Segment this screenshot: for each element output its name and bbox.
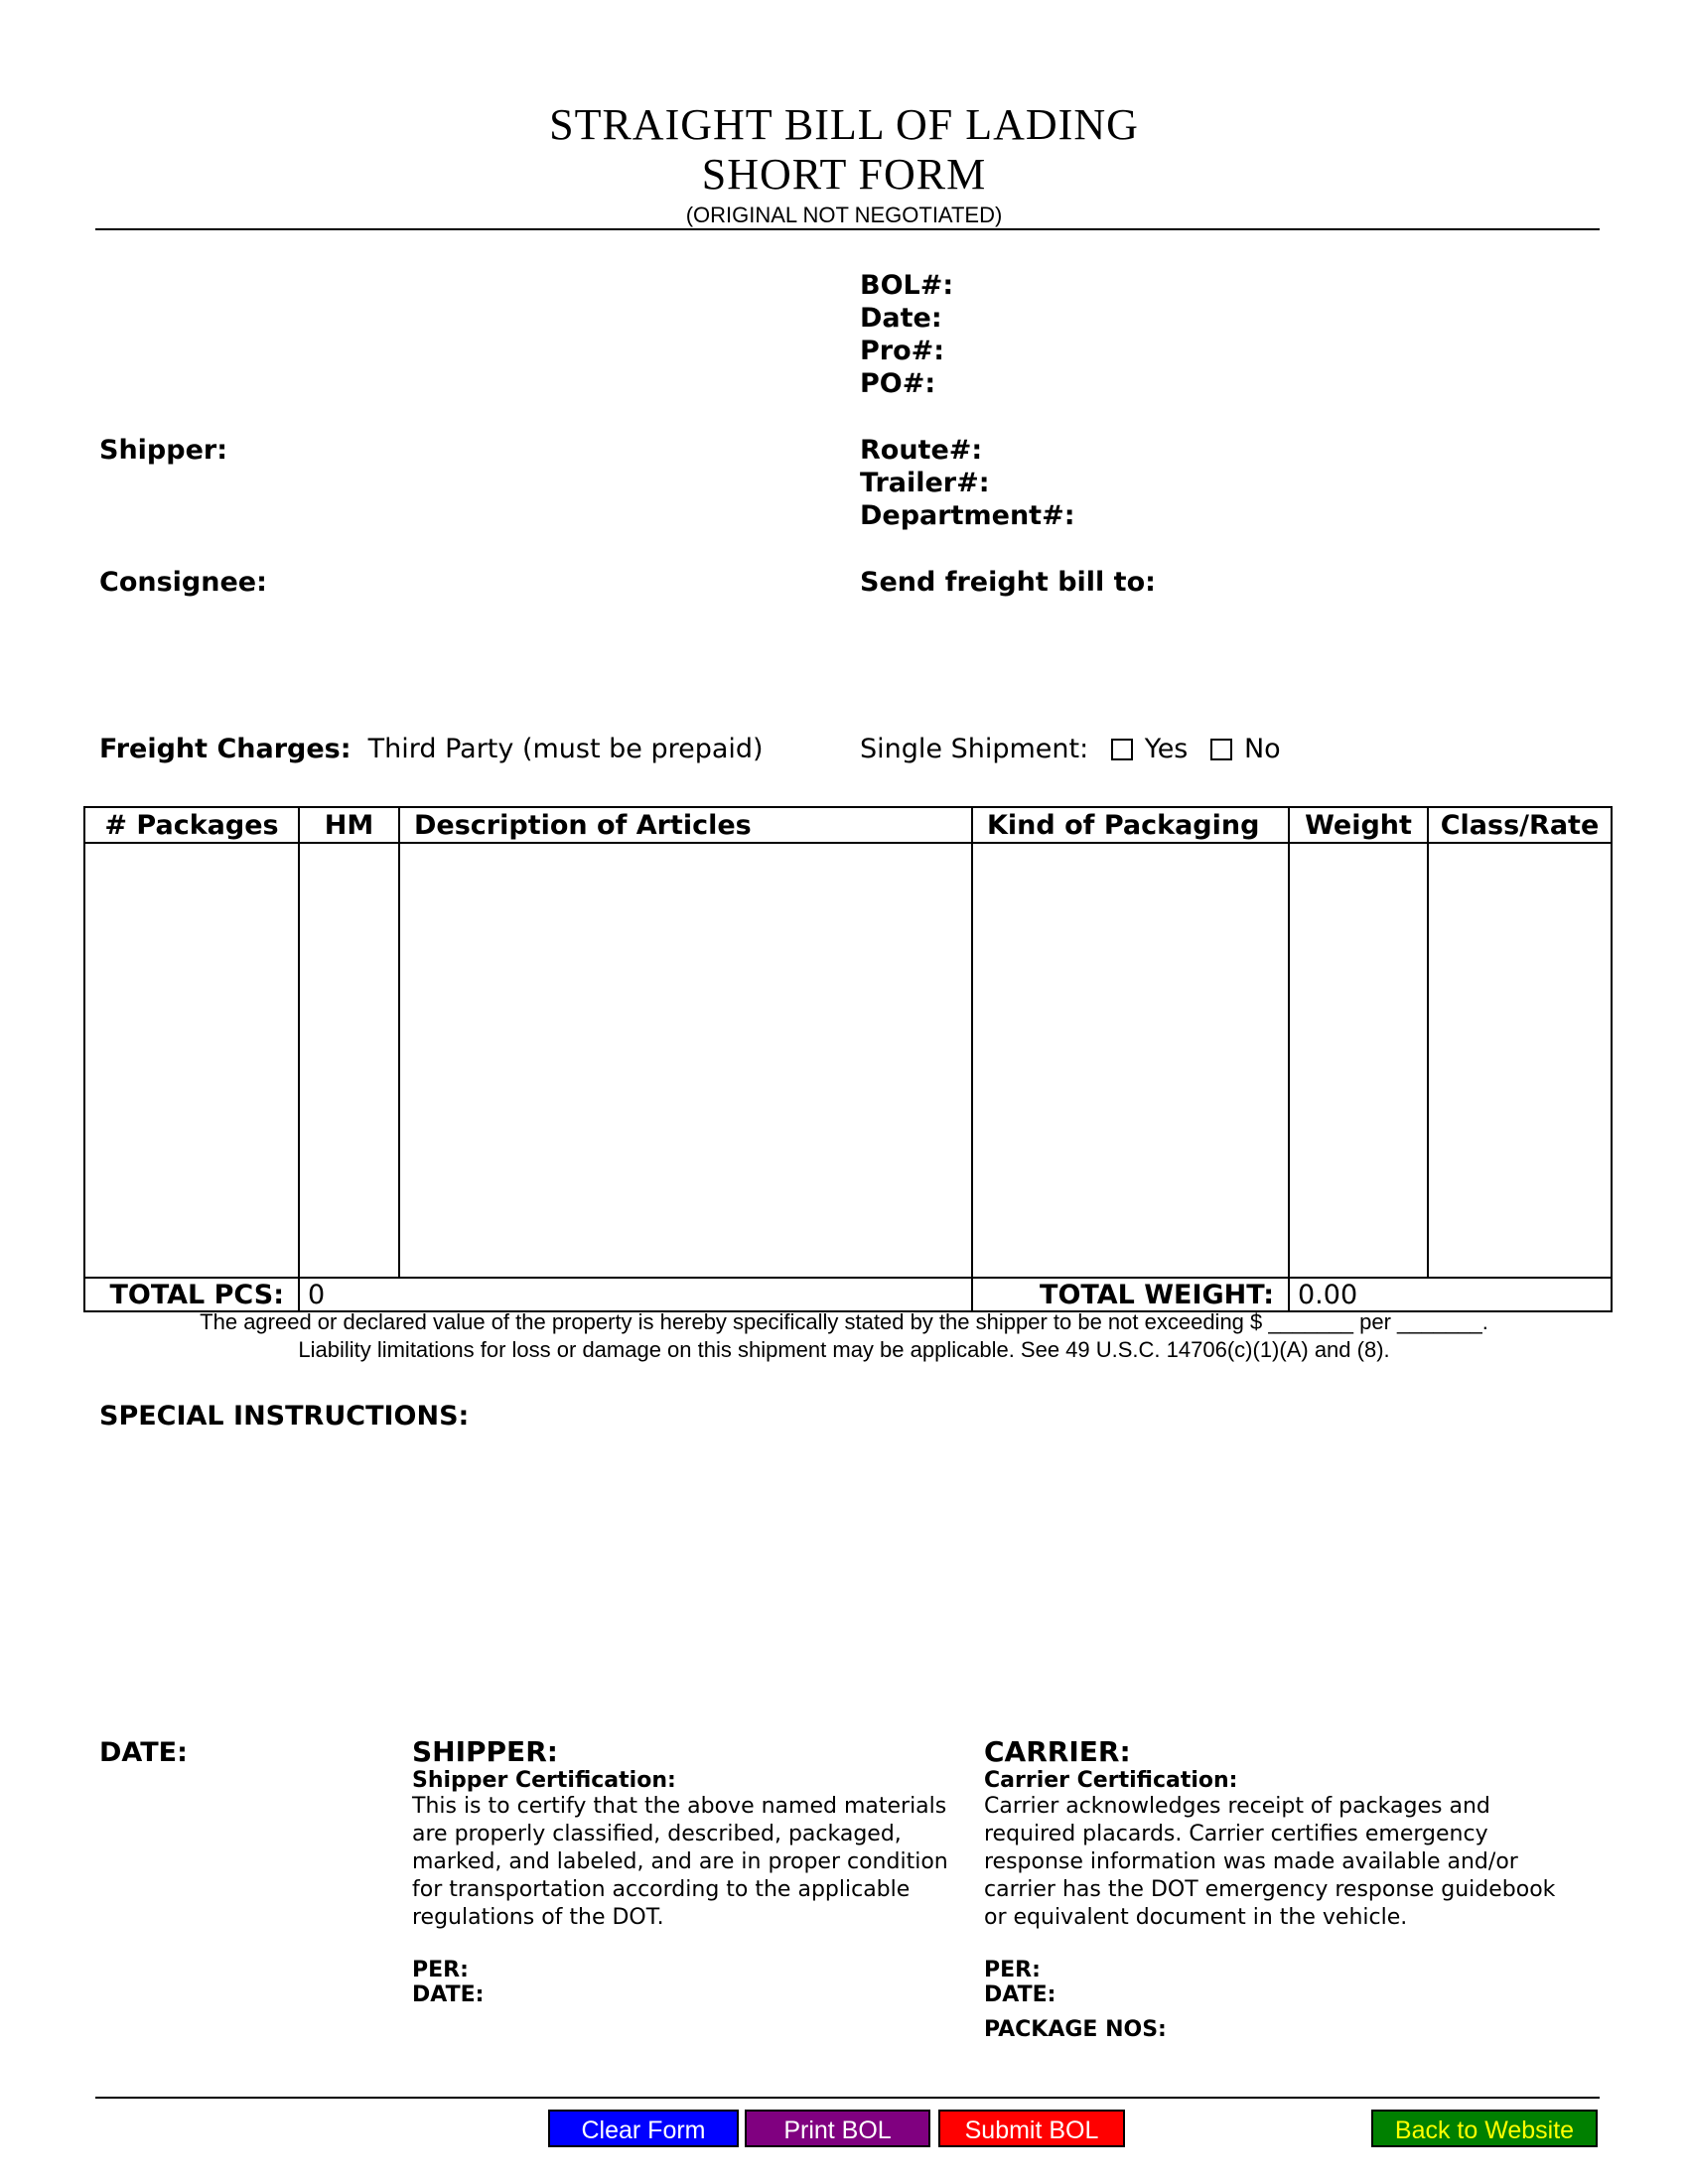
total-weight-value[interactable]: 0.00 bbox=[1289, 1278, 1612, 1311]
col-header-class-rate: Class/Rate bbox=[1428, 807, 1612, 843]
shipper-date-label: DATE: bbox=[412, 1982, 485, 2007]
freight-charges-row bbox=[99, 734, 764, 764]
print-bol-button[interactable]: Print BOL bbox=[745, 2110, 930, 2147]
submit-bol-button[interactable]: Submit BOL bbox=[938, 2110, 1125, 2147]
shipper-label: Shipper: bbox=[99, 435, 228, 466]
hm-input-cell[interactable] bbox=[299, 843, 399, 1278]
po-number-label: PO#: bbox=[860, 368, 936, 399]
table-header-row bbox=[84, 807, 1612, 843]
form-title-line2: SHORT FORM bbox=[701, 150, 987, 199]
date-label: Date: bbox=[860, 303, 942, 334]
pro-number-label: Pro#: bbox=[860, 336, 945, 366]
col-header-hm: HM bbox=[299, 807, 399, 843]
footer-divider bbox=[95, 2097, 1600, 2099]
carrier-certification-block bbox=[984, 1735, 1580, 2042]
carrier-heading: CARRIER: bbox=[984, 1735, 1131, 1768]
special-instructions-label: SPECIAL INSTRUCTIONS: bbox=[99, 1401, 470, 1432]
consignee-label: Consignee: bbox=[99, 567, 267, 598]
single-shipment-row bbox=[860, 734, 1281, 764]
no-checkbox[interactable] bbox=[1210, 739, 1232, 760]
freight-charges-label: Freight Charges: bbox=[99, 734, 352, 764]
carrier-date-label: DATE: bbox=[984, 1982, 1056, 2007]
packages-input-cell[interactable] bbox=[84, 843, 299, 1278]
package-nos-label: PACKAGE NOS: bbox=[984, 2017, 1167, 2042]
shipper-per-label: PER: bbox=[412, 1958, 469, 1982]
class-rate-input-cell[interactable] bbox=[1428, 843, 1612, 1278]
articles-table bbox=[83, 806, 1613, 1312]
kind-of-packaging-input-cell[interactable] bbox=[972, 843, 1289, 1278]
description-input-cell[interactable] bbox=[399, 843, 972, 1278]
shipper-cert-title: Shipper Certification: bbox=[412, 1768, 676, 1793]
route-number-label: Route#: bbox=[860, 435, 983, 466]
header-divider bbox=[95, 228, 1600, 230]
table-row bbox=[84, 843, 1612, 1278]
col-header-kind-of-packaging: Kind of Packaging bbox=[972, 807, 1289, 843]
signature-date-label: DATE: bbox=[99, 1737, 188, 1768]
shipper-cert-text: This is to certify that the above named materials are properly classified, described, packaged, marked, and labeled, and are in proper condition for transportation according to the applicable regulations of the DOT. bbox=[412, 1794, 948, 1930]
total-pcs-value[interactable]: 0 bbox=[299, 1278, 972, 1311]
shipper-heading: SHIPPER: bbox=[412, 1735, 558, 1768]
back-to-website-button[interactable]: Back to Website bbox=[1371, 2110, 1598, 2147]
total-weight-label: TOTAL WEIGHT: bbox=[972, 1278, 1289, 1311]
col-header-weight: Weight bbox=[1289, 807, 1428, 843]
bol-number-label: BOL#: bbox=[860, 270, 954, 301]
single-shipment-label: Single Shipment: bbox=[860, 734, 1089, 764]
shipper-certification-block bbox=[412, 1735, 968, 2007]
yes-checkbox[interactable] bbox=[1111, 739, 1133, 760]
department-number-label: Department#: bbox=[860, 500, 1075, 531]
carrier-cert-title: Carrier Certification: bbox=[984, 1768, 1238, 1793]
form-title-line1: STRAIGHT BILL OF LADING bbox=[549, 100, 1139, 149]
yes-label: Yes bbox=[1144, 734, 1189, 764]
trailer-number-label: Trailer#: bbox=[860, 468, 990, 498]
totals-row bbox=[84, 1278, 1612, 1311]
freight-charges-value: Third Party (must be prepaid) bbox=[367, 734, 764, 764]
weight-input-cell[interactable] bbox=[1289, 843, 1428, 1278]
liability-note: Liability limitations for loss or damage on this shipment may be applicable. See 49 U.S.C. 14706(c)(1)(A) and (8). bbox=[298, 1337, 1390, 1362]
form-subtitle: (ORIGINAL NOT NEGOTIATED) bbox=[685, 203, 1003, 227]
send-freight-bill-label: Send freight bill to: bbox=[860, 567, 1156, 598]
clear-form-button[interactable]: Clear Form bbox=[548, 2110, 739, 2147]
carrier-cert-text: Carrier acknowledges receipt of packages and required placards. Carrier certifies emergency response information was made available and/or carrier has the DOT emergency response guidebook or equivalent document in the vehicle. bbox=[984, 1794, 1556, 1930]
total-pcs-label: TOTAL PCS: bbox=[84, 1278, 299, 1311]
no-label: No bbox=[1243, 734, 1281, 764]
col-header-description: Description of Articles bbox=[399, 807, 972, 843]
declared-value-note: The agreed or declared value of the property is hereby specifically stated by the shipper to be not exceeding $ _______ per _______. bbox=[200, 1309, 1488, 1334]
carrier-per-label: PER: bbox=[984, 1958, 1041, 1982]
col-header-packages: # Packages bbox=[84, 807, 299, 843]
